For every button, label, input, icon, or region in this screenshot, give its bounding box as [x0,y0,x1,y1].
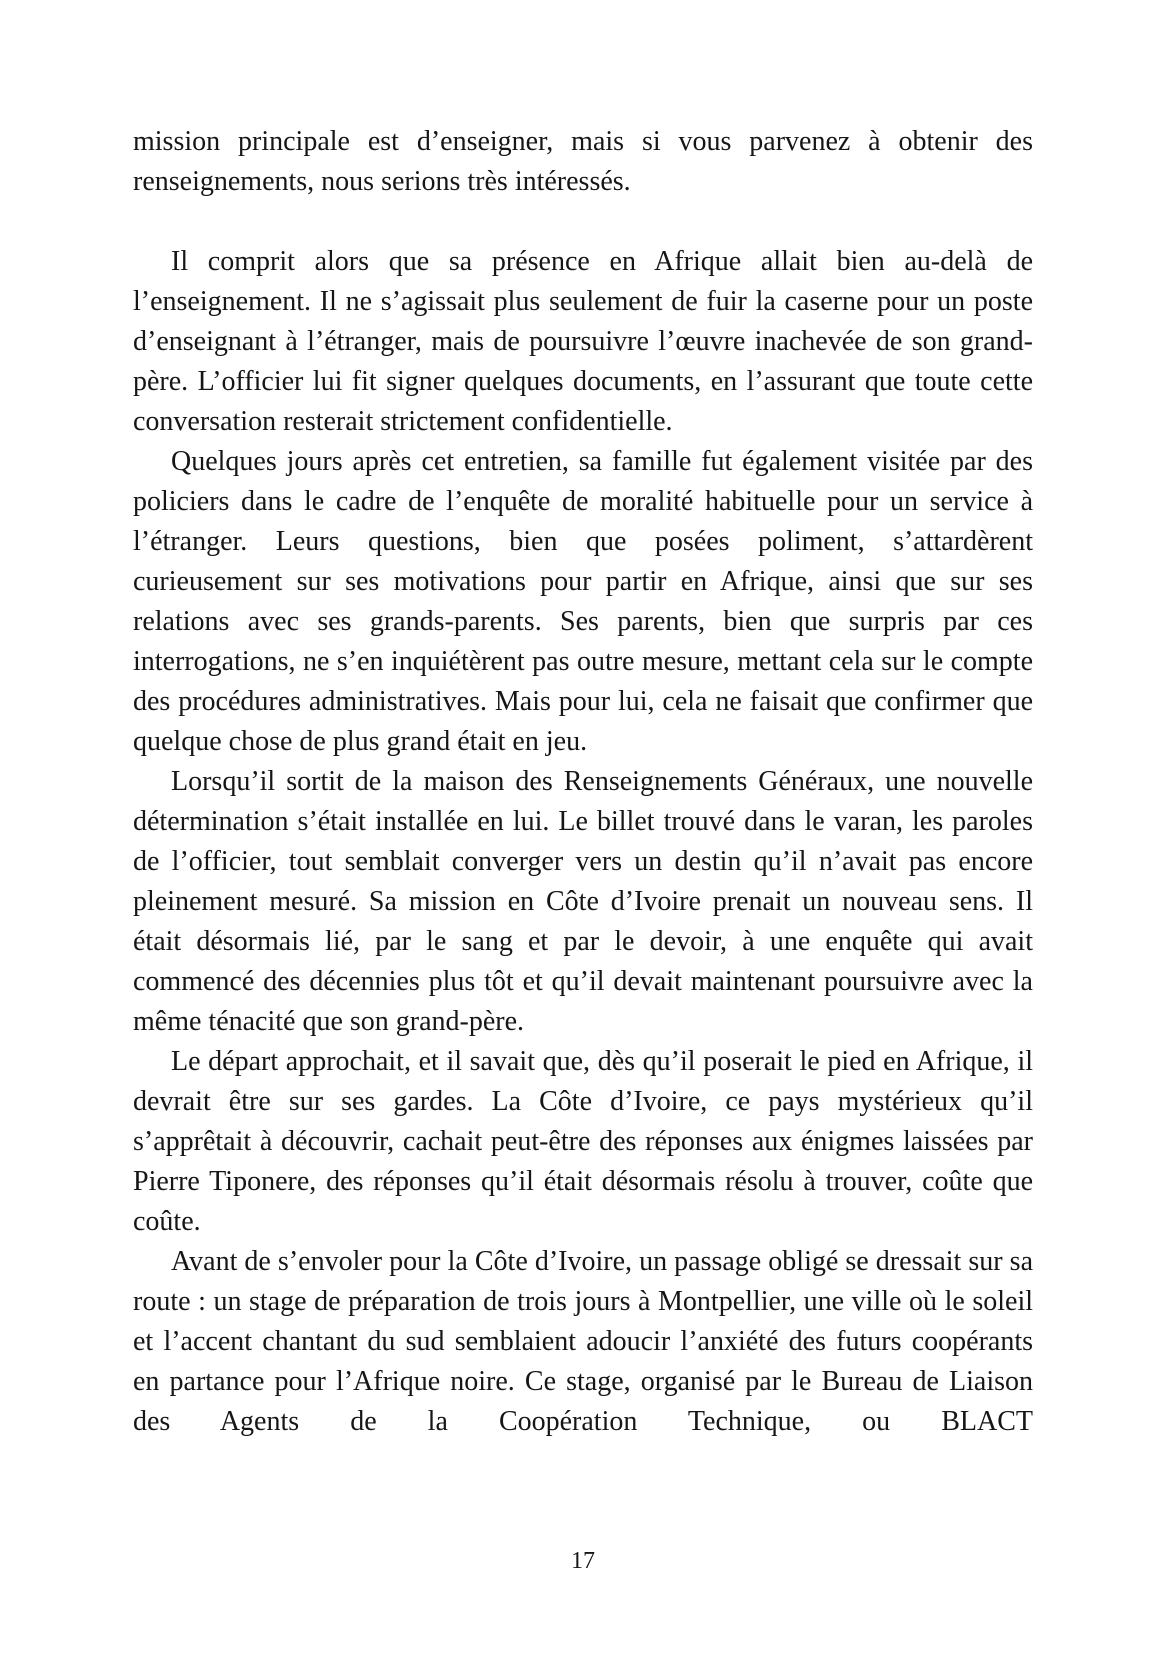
page-body [133,122,1033,1442]
paragraph-continued: mission principale est d’enseigner, mais si vous parvenez à obtenir des renseignements, nous serions très intéressés. [133,126,1033,197]
paragraph: Le départ approchait, et il savait que, dès qu’il poserait le pied en Afrique, il devrait être sur ses gardes. La Côte d’Ivoire, ce pays mystérieux qu’il s’apprêtait à découvrir, cachait peut-être des réponses aux énigmes laissées par Pierre Tiponere, des réponses qu’il était désormais résolu à trouver, coûte que coûte. [133,1046,1033,1237]
paragraph: Quelques jours après cet entretien, sa famille fut également visitée par des policiers dans le cadre de l’enquête de moralité habituelle pour un service à l’étranger. Leurs questions, bien que posées poliment, s’attardèrent curieusement sur ses motivations pour partir en Afrique, ainsi que sur ses relations avec ses grands-parents. Ses parents, bien que surpris par ces interrogations, ne s’en inquiétèrent pas outre mesure, mettant cela sur le compte des procédures administratives. Mais pour lui, cela ne faisait que confirmer que quelque chose de plus grand était en jeu. [133,446,1033,757]
paragraph-last: Avant de s’envoler pour la Côte d’Ivoire, un passage obligé se dressait sur sa route : un stage de préparation de trois jours à Montpellier, une ville où le soleil et l’accent chantant du sud semblaient adoucir l’anxiété des futurs coopérants en partance pour l’Afrique noire. Ce stage, organisé par le Bureau de Liaison des Agents de la Coopération Technique, ou BLACT [133,1246,1033,1437]
paragraph: Lorsqu’il sortit de la maison des Renseignements Généraux, une nouvelle détermination s’était installée en lui. Le billet trouvé dans le varan, les paroles de l’officier, tout semblait converger vers un destin qu’il n’avait pas encore pleinement mesuré. Sa mission en Côte d’Ivoire prenait un nouveau sens. Il était désormais lié, par le sang et par le devoir, à une enquête qui avait commencé des décennies plus tôt et qu’il devait maintenant poursuivre avec la même ténacité que son grand-père. [133,766,1033,1037]
page-number: 17 [571,1548,595,1574]
paragraph: Il comprit alors que sa présence en Afrique allait bien au-delà de l’enseignement. Il ne s’agissait plus seulement de fuir la caserne pour un poste d’enseignant à l’étranger, mais de poursuivre l’œuvre inachevée de son grand-père. L’officier lui fit signer quelques documents, en l’assurant que toute cette conversation resterait strictement confidentielle. [133,246,1033,437]
